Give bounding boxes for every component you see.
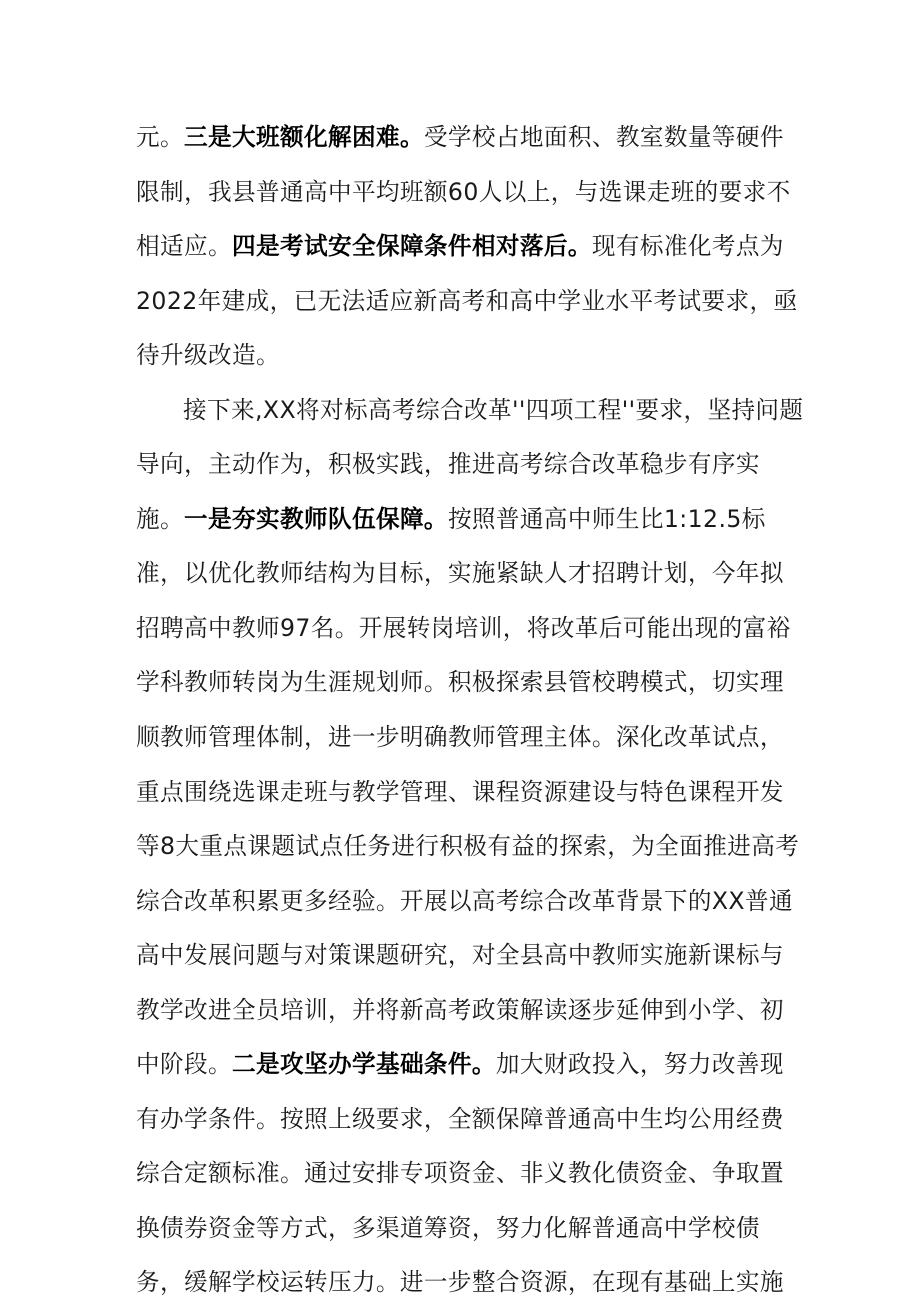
document-body [136, 110, 804, 1310]
text-line [136, 983, 784, 1038]
text-run: 综合定额标准。通过安排专项资金、非义教化债资金、争取置 [136, 1159, 784, 1188]
text-run: 中阶段。 [136, 1050, 232, 1079]
text-line [136, 710, 784, 765]
text-line [136, 328, 776, 383]
text-line [136, 1146, 784, 1201]
text-line [136, 765, 784, 820]
text-run: 务，缓解学校运转压力。进一步整合资源，在现有基础上实施 [136, 1268, 784, 1297]
text-line [136, 274, 798, 329]
text-run: 准，以优化教师结构为目标，实施紧缺人才招聘计划，今年拟 [136, 559, 784, 588]
text-run: 导向，主动作为，积极实践，推进高考综合改革稳步有序实 [136, 450, 760, 479]
text-run: 待升级改造。 [136, 341, 280, 370]
text-run: 招聘高中教师97名。开展转岗培训，将改革后可能出现的富裕 [136, 613, 791, 642]
paragraph-2 [136, 383, 804, 1310]
text-run: 有办学条件。按照上级要求，全额保障普通高中生均公用经费 [136, 1104, 784, 1133]
text-run: 顺教师管理体制，进一步明确教师管理主体。深化改革试点， [136, 723, 784, 752]
text-line [136, 928, 784, 983]
text-line [136, 165, 791, 220]
paragraph-1 [136, 110, 798, 383]
text-line [136, 219, 784, 274]
text-line [136, 546, 784, 601]
text-run: 现有标准化考点为 [591, 232, 784, 261]
text-run: 加大财政投入，努力改善现 [495, 1050, 784, 1079]
text-run: 元。 [136, 123, 184, 151]
text-line [136, 601, 791, 656]
text-run: 综合改革积累更多经验。开展以高考综合改革背景下的XX普通 [136, 886, 793, 915]
text-line [136, 110, 784, 165]
text-line [136, 383, 804, 438]
text-line [136, 492, 776, 547]
bold-heading-run: 一是夯实教师队伍保障。 [184, 504, 448, 533]
text-run: 等8大重点课题试点任务进行积极有益的探索，为全面推进高考 [136, 832, 800, 861]
text-run: 换债券资金等方式，多渠道筹资，努力化解普通高中学校债 [136, 1213, 760, 1242]
text-line [136, 1255, 784, 1310]
text-line [136, 655, 784, 710]
text-run: 受学校占地面积、教室数量等硬件 [423, 123, 784, 151]
text-run: 施。 [136, 504, 184, 533]
bold-heading-run: 二是攻坚办学基础条件。 [231, 1050, 496, 1079]
bold-heading-run: 三是大班额化解困难。 [184, 123, 424, 151]
text-run: 限制，我县普通高中平均班额60人以上，与选课走班的要求不 [136, 177, 791, 206]
text-run: 高中发展问题与对策课题研究，对全县高中教师实施新课标与 [136, 941, 784, 970]
text-line [136, 437, 776, 492]
text-run: 按照普通高中师生比1:12.5标 [447, 504, 766, 533]
text-run: 相适应。 [136, 232, 232, 261]
text-run: 学科教师转岗为生涯规划师。积极探索县管校聘模式，切实理 [136, 668, 784, 697]
text-line [136, 874, 793, 929]
text-run: 重点围绕选课走班与教学管理、课程资源建设与特色课程开发 [136, 777, 784, 806]
text-line [136, 1092, 784, 1147]
bold-heading-run: 四是考试安全保障条件相对落后。 [231, 232, 592, 261]
text-line [136, 1201, 776, 1256]
text-line [136, 1037, 784, 1092]
text-run: 教学改进全员培训，并将新高考政策解读逐步延伸到小学、初 [136, 995, 784, 1024]
text-run: 接下来,XX将对标高考综合改革''四项工程''要求，坚持问题 [183, 395, 804, 424]
text-run: 2022年建成，已无法适应新高考和高中学业水平考试要求，亟 [136, 286, 798, 315]
text-line [136, 819, 800, 874]
